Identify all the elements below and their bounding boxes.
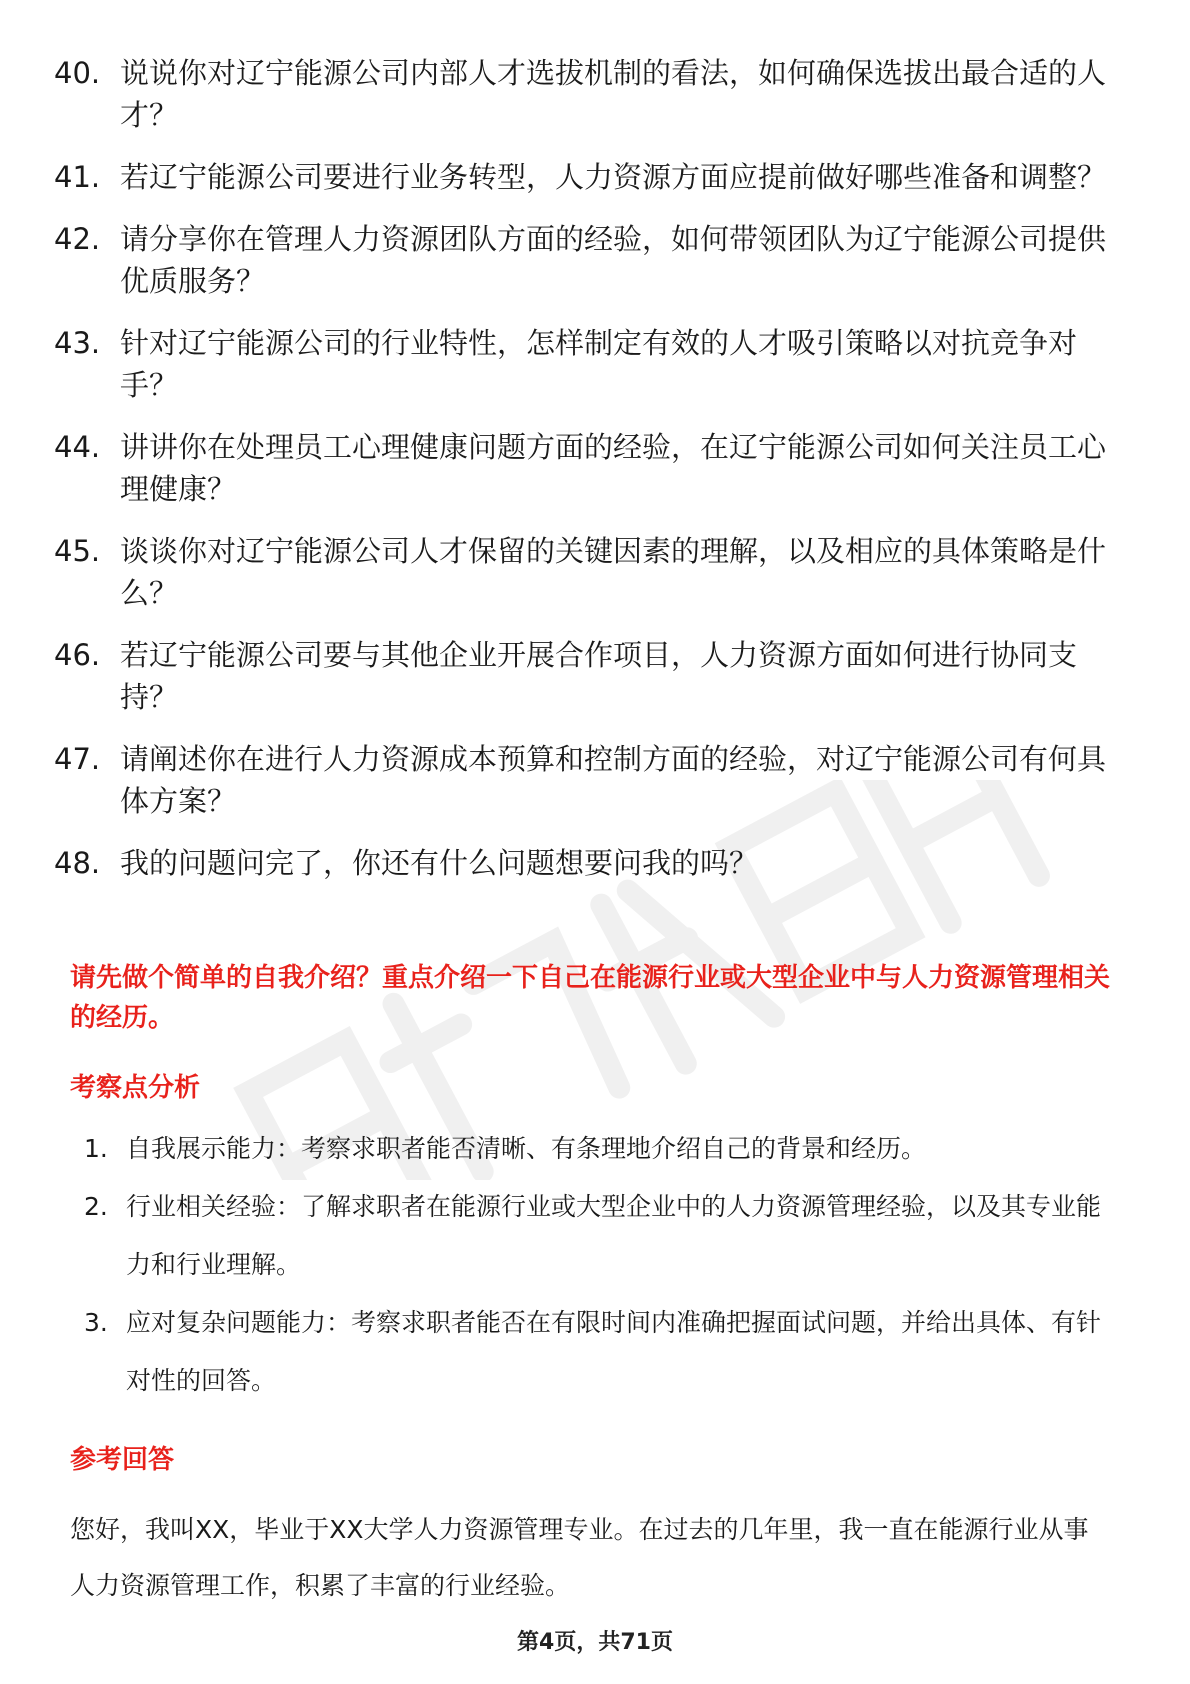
analysis-item bbox=[84, 1178, 1114, 1294]
question-item bbox=[54, 426, 1114, 510]
question-item bbox=[54, 634, 1114, 718]
highlight-question: 请先做个简单的自我介绍？重点介绍一下自己在能源行业或大型企业中与人力资源管理相关的经历。 bbox=[70, 963, 1111, 1033]
analysis-text: 自我展示能力：考察求职者能否清晰、有条理地介绍自己的背景和经历。 bbox=[126, 1134, 927, 1163]
analysis-title: 考察点分析 bbox=[70, 1073, 201, 1103]
question-text: 若辽宁能源公司要与其他企业开展合作项目，人力资源方面如何进行协同支持？ bbox=[120, 638, 1078, 714]
analysis-text: 行业相关经验：了解求职者在能源行业或大型企业中的人力资源管理经验，以及其专业能力和行业理解。 bbox=[126, 1192, 1102, 1279]
question-item bbox=[54, 322, 1114, 406]
question-number: 44. bbox=[54, 430, 101, 464]
question-number: 47. bbox=[54, 742, 101, 776]
question-number: 46. bbox=[54, 638, 101, 672]
question-item bbox=[54, 738, 1114, 822]
question-text: 请阐述你在进行人力资源成本预算和控制方面的经验，对辽宁能源公司有何具体方案？ bbox=[120, 742, 1107, 818]
analysis-text: 应对复杂问题能力：考察求职者能否在有限时间内准确把握面试问题，并给出具体、有针对性的回答。 bbox=[126, 1308, 1102, 1395]
question-number: 48. bbox=[54, 846, 101, 880]
question-text: 请分享你在管理人力资源团队方面的经验，如何带领团队为辽宁能源公司提供优质服务？ bbox=[120, 222, 1107, 298]
question-number: 42. bbox=[54, 222, 101, 256]
question-text: 针对辽宁能源公司的行业特性，怎样制定有效的人才吸引策略以对抗竞争对手？ bbox=[120, 326, 1078, 402]
question-number: 45. bbox=[54, 534, 101, 568]
question-number: 41. bbox=[54, 160, 101, 194]
analysis-number: 1. bbox=[84, 1134, 108, 1163]
analysis-item bbox=[84, 1120, 1114, 1178]
question-item bbox=[54, 156, 1114, 198]
analysis-number: 3. bbox=[84, 1308, 108, 1337]
analysis-number: 2. bbox=[84, 1192, 108, 1221]
question-number: 40. bbox=[54, 56, 101, 90]
question-text: 说说你对辽宁能源公司内部人才选拔机制的看法，如何确保选拔出最合适的人才？ bbox=[120, 56, 1107, 132]
question-item bbox=[54, 530, 1114, 614]
question-text: 我的问题问完了，你还有什么问题想要问我的吗？ bbox=[120, 846, 759, 880]
question-number: 43. bbox=[54, 326, 101, 360]
question-text: 讲讲你在处理员工心理健康问题方面的经验，在辽宁能源公司如何关注员工心理健康？ bbox=[120, 430, 1107, 506]
analysis-list bbox=[84, 1120, 1114, 1410]
question-text: 谈谈你对辽宁能源公司人才保留的关键因素的理解，以及相应的具体策略是什么？ bbox=[120, 534, 1107, 610]
reference-title: 参考回答 bbox=[70, 1445, 175, 1475]
page-footer: 第4页，共71页 bbox=[517, 1630, 673, 1655]
question-text: 若辽宁能源公司要进行业务转型，人力资源方面应提前做好哪些准备和调整？ bbox=[120, 160, 1107, 194]
question-item bbox=[54, 842, 1114, 884]
question-item bbox=[54, 218, 1114, 302]
question-item bbox=[54, 52, 1114, 136]
reference-answer: 您好，我叫XX，毕业于XX大学人力资源管理专业。在过去的几年里，我一直在能源行业从事人力资源管理工作，积累了丰富的行业经验。 bbox=[70, 1515, 1089, 1600]
question-list bbox=[54, 52, 1114, 904]
analysis-item bbox=[84, 1294, 1114, 1410]
